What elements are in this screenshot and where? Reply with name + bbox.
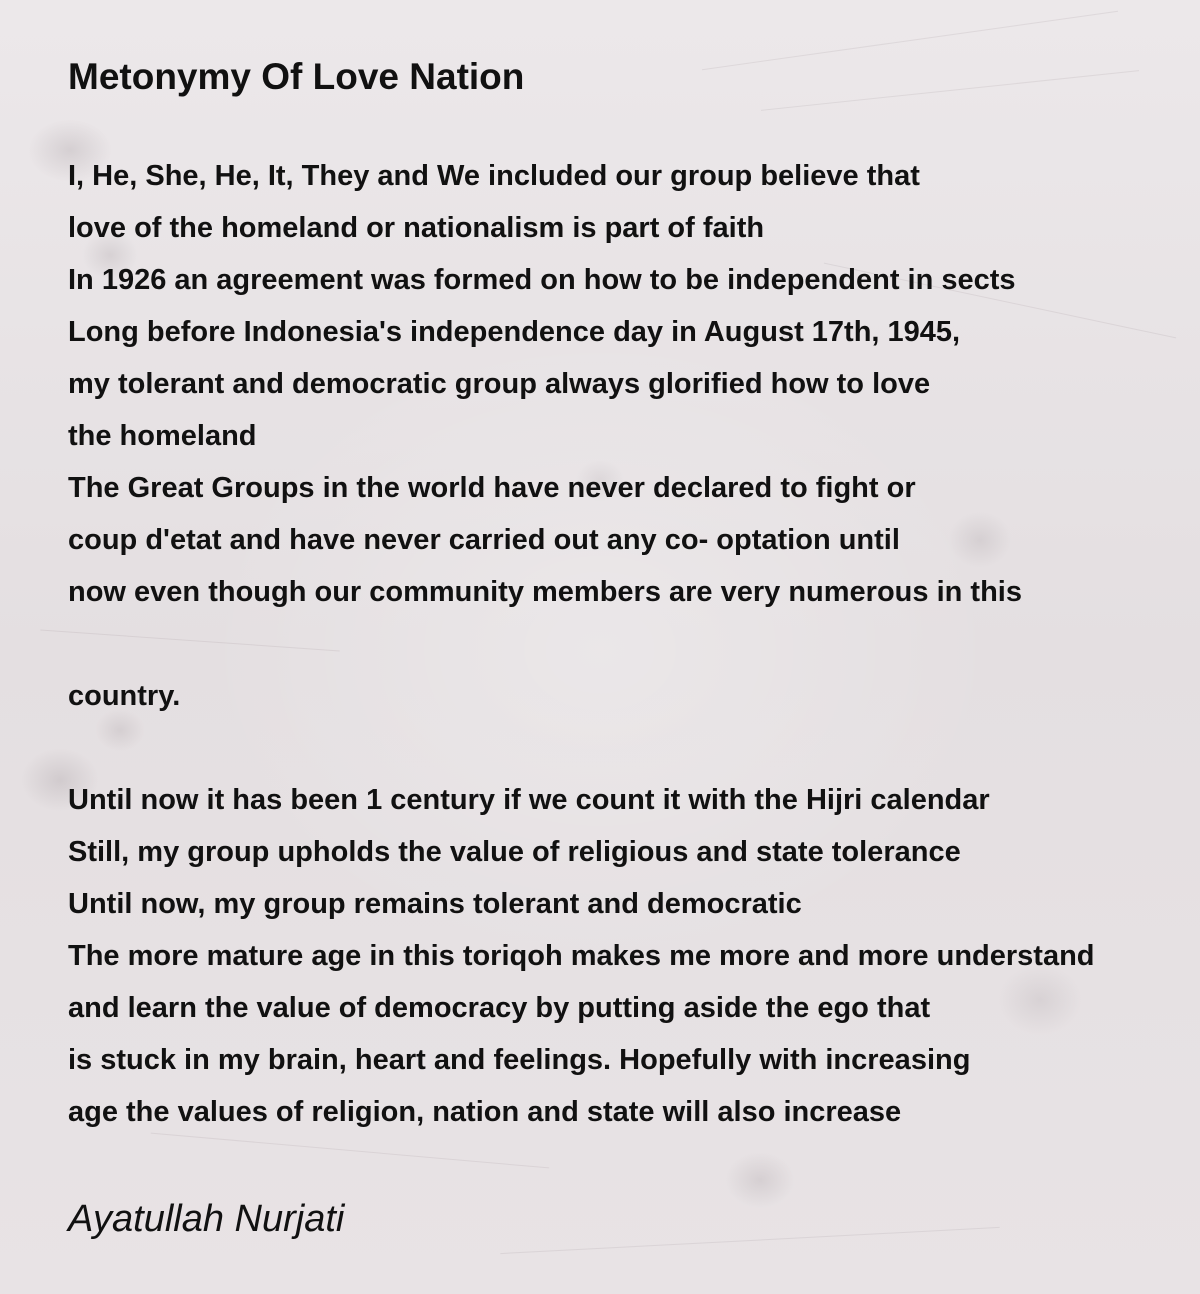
paper-texture-line: [761, 70, 1139, 111]
poem-line: Long before Indonesia's independence day in August 17th, 1945,: [68, 316, 961, 348]
poem-line: Until now, my group remains tolerant and democratic: [68, 888, 802, 920]
poem-line: In 1926 an agreement was formed on how to be independent in sects: [68, 264, 1016, 296]
poem-title: Metonymy Of Love Nation: [68, 56, 525, 97]
poem-line: my tolerant and democratic group always glorified how to love: [68, 368, 931, 400]
poem-line: Until now it has been 1 century if we count it with the Hijri calendar: [68, 784, 990, 816]
poem-line: the homeland: [68, 420, 257, 452]
poem-blank-line: [68, 722, 1200, 774]
paper-texture-line: [500, 1227, 999, 1254]
poem-line: age the values of religion, nation and state will also increase: [68, 1096, 902, 1128]
poem-line: The more mature age in this toriqoh makes me more and more understand: [68, 940, 1095, 972]
poem-line: is stuck in my brain, heart and feelings. Hopefully with increasing: [68, 1044, 971, 1076]
poem-line: coup d'etat and have never carried out any co- optation until: [68, 524, 900, 556]
poem-line: now even though our community members are very numerous in this: [68, 576, 1022, 608]
poem-blank-line: [68, 618, 1200, 670]
poem-body: [68, 150, 1200, 1138]
poem-line: I, He, She, He, It, They and We included our group believe that: [68, 160, 920, 192]
poem-line: and learn the value of democracy by putting aside the ego that: [68, 992, 931, 1024]
paper-texture-line: [702, 11, 1118, 70]
poem-line: The Great Groups in the world have never declared to fight or: [68, 472, 916, 504]
poem-line: Still, my group upholds the value of religious and state tolerance: [68, 836, 961, 868]
poem-author: Ayatullah Nurjati: [68, 1198, 345, 1240]
poem-line: country.: [68, 680, 181, 712]
poem-line: love of the homeland or nationalism is part of faith: [68, 212, 765, 244]
